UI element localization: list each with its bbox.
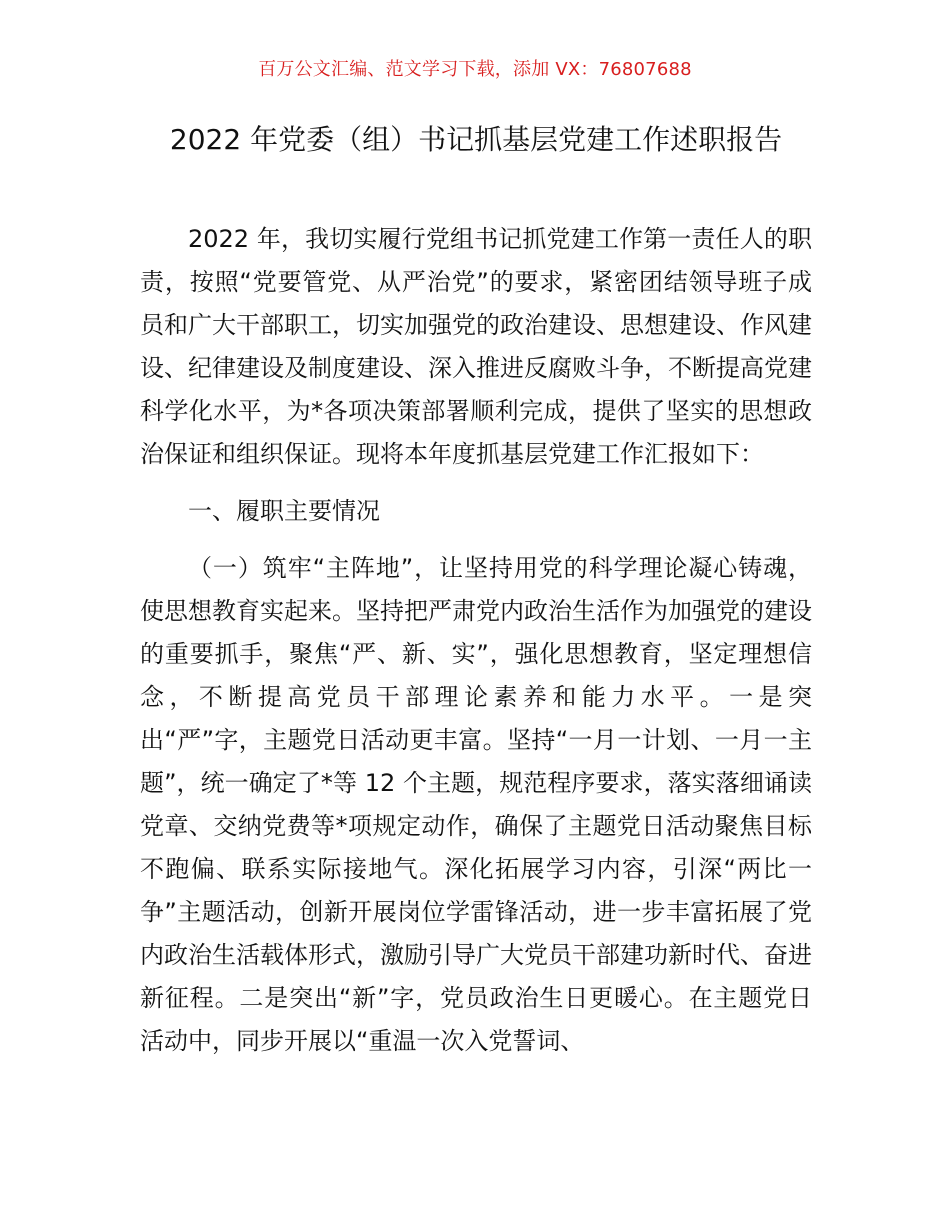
- watermark-banner: 百万公文汇编、范文学习下载，添加 VX：76807688: [258, 59, 692, 80]
- document-title: 2022 年党委（组）书记抓基层党建工作述职报告: [169, 123, 783, 156]
- intro-paragraph: 2022 年，我切实履行党组书记抓党建工作第一责任人的职责，按照“党要管党、从严治党”的要求，紧密团结领导班子成员和广大干部职工，切实加强党的政治建设、思想建设、作风建设、纪律建设及制度建设、深入推进反腐败斗争，不断提高党建科学化水平，为*各项决策部署顺利完成，提供了坚实的思想政治保证和组织保证。现将本年度抓基层党建工作汇报如下：: [140, 225, 812, 468]
- document-body: [140, 218, 812, 1063]
- section-heading: 一、履职主要情况: [188, 497, 380, 525]
- section-paragraph: （一）筑牢“主阵地”，让坚持用党的科学理论凝心铸魂，使思想教育实起来。坚持把严肃党内政治生活作为加强党的建设的重要抓手，聚焦“严、新、实”，强化思想教育，坚定理想信念，不断提高党员干部理论素养和能力水平。一是突出“严”字，主题党日活动更丰富。坚持“一月一计划、一月一主题”，统一确定了*等 12 个主题，规范程序要求，落实落细诵读党章、交纳党费等*项规定动作，确保了主题党日活动聚焦目标不跑偏、联系实际接地气。深化拓展学习内容，引深“两比一争”主题活动，创新开展岗位学雷锋活动，进一步丰富拓展了党内政治生活载体形式，激励引导广大党员干部建功新时代、奋进新征程。二是突出“新”字，党员政治生日更暖心。在主题党日活动中，同步开展以“重温一次入党誓词、: [140, 554, 812, 1055]
